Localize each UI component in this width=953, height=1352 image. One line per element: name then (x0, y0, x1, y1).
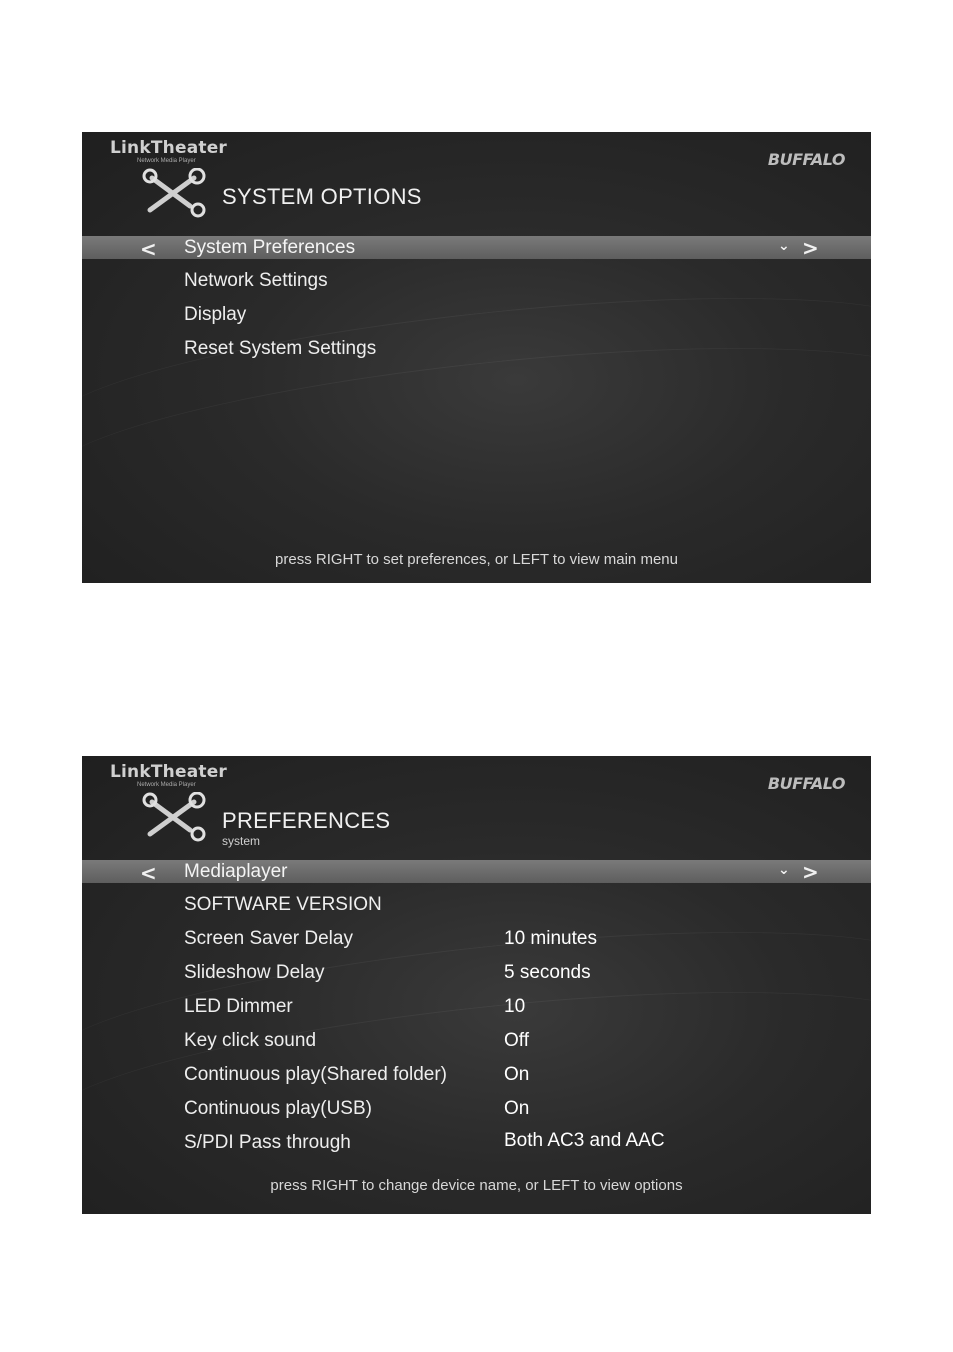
brand-name: LinkTheater (110, 762, 228, 782)
setting-label-slideshow-delay[interactable]: Slideshow Delay (184, 962, 325, 983)
buffalo-logo: BUFFALO (767, 150, 845, 169)
setting-value-continuous-play-shared-folder: On (504, 1064, 530, 1085)
chevron-left-icon[interactable]: < (140, 237, 157, 261)
setting-value-continuous-play-usb: On (504, 1098, 530, 1119)
preferences-screen (82, 756, 871, 1214)
brand-subtitle: Network Media Player (137, 782, 196, 788)
chevron-right-icon[interactable]: > (802, 236, 819, 260)
system-options-screen (82, 132, 871, 583)
setting-label-led-dimmer[interactable]: LED Dimmer (184, 996, 293, 1017)
background-wave (82, 265, 871, 499)
wrench-screwdriver-icon (142, 792, 210, 842)
navigation-hint: press RIGHT to change device name, or LEFT to view options (270, 1177, 683, 1194)
brand-subtitle: Network Media Player (137, 158, 196, 164)
setting-value-spdif-pass-through: Both AC3 and AAC (504, 1130, 665, 1151)
brand-name: LinkTheater (110, 138, 228, 158)
menu-item-network-settings[interactable]: Network Settings (184, 270, 328, 291)
setting-value-key-click-sound: Off (504, 1030, 529, 1051)
page-subtitle: system (222, 834, 261, 848)
wrench-screwdriver-icon (142, 168, 210, 218)
chevron-left-icon[interactable]: < (140, 861, 157, 885)
selected-menu-item[interactable] (82, 236, 871, 259)
buffalo-logo: BUFFALO (767, 774, 845, 793)
chevron-right-icon[interactable]: > (802, 860, 819, 884)
setting-label-key-click-sound[interactable]: Key click sound (184, 1030, 317, 1051)
setting-value-slideshow-delay: 5 seconds (504, 962, 591, 983)
setting-label-continuous-play-shared-folder[interactable]: Continuous play(Shared folder) (184, 1064, 447, 1085)
setting-value-screen-saver-delay: 10 minutes (504, 928, 597, 949)
selected-menu-item[interactable] (82, 860, 871, 883)
section-heading-software-version[interactable]: SOFTWARE VERSION (184, 894, 382, 915)
chevron-down-icon[interactable]: ⌄ (778, 862, 790, 878)
menu-item-display[interactable]: Display (184, 304, 247, 325)
navigation-hint: press RIGHT to set preferences, or LEFT to view main menu (275, 551, 678, 568)
setting-label-screen-saver-delay[interactable]: Screen Saver Delay (184, 928, 353, 949)
selected-menu-label: System Preferences (184, 237, 356, 258)
page-title: SYSTEM OPTIONS (222, 184, 422, 209)
chevron-down-icon[interactable]: ⌄ (778, 238, 790, 254)
menu-item-reset-system-settings[interactable]: Reset System Settings (184, 338, 377, 359)
selected-menu-label: Mediaplayer (184, 861, 288, 882)
setting-label-spdif-pass-through[interactable]: S/PDI Pass through (184, 1132, 351, 1153)
setting-label-continuous-play-usb[interactable]: Continuous play(USB) (184, 1098, 372, 1119)
setting-value-led-dimmer: 10 (504, 996, 526, 1017)
page-title: PREFERENCES (222, 808, 391, 833)
